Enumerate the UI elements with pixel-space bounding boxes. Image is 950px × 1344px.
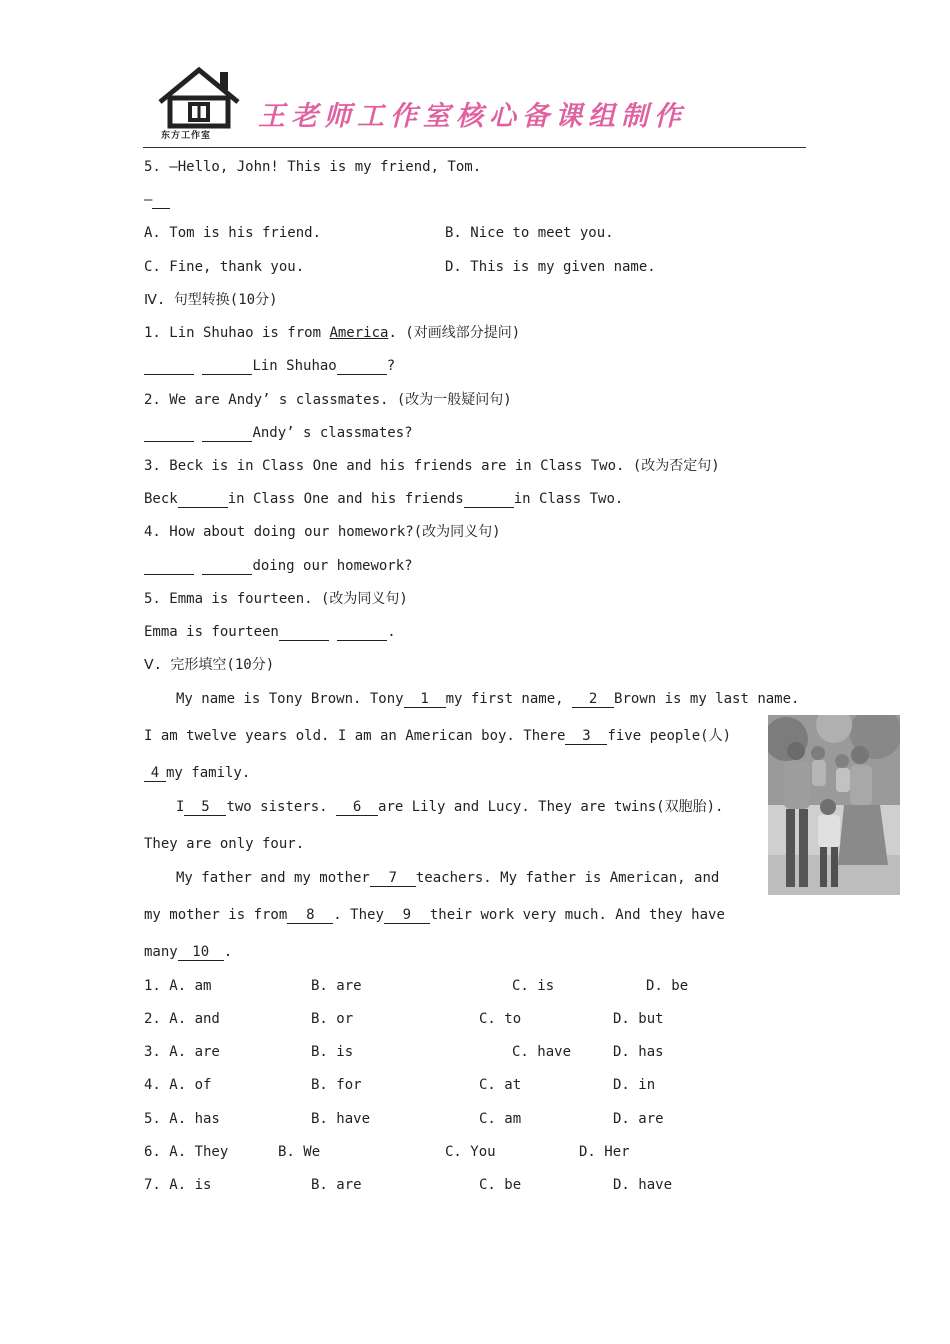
choice-option: 1. A. am [144,978,212,994]
s4-q4: 4. How about doing our homework?(改为同义句) [144,524,501,540]
choice-option: B. or [311,1011,354,1027]
s4-a5: Emma is fourteen . [144,624,396,640]
q5-stem: 5. —Hello, John! This is my friend, Tom. [144,159,482,175]
choice-option: D. but [613,1011,664,1027]
passage-line-7: my mother is from 8 . They 9 their work very much. And they have [144,907,725,923]
family-photo [768,715,900,895]
passage-line-3: 4 my family. [144,763,250,783]
choice-option: 4. A. of [144,1077,212,1093]
s4-q3: 3. Beck is in Class One and his friends are in Class Two. (改为否定句) [144,458,720,474]
choice-option: D. Her [579,1144,630,1160]
choice-option: 6. A. They [144,1144,229,1160]
passage-line-4: I 5 two sisters. 6 are Lily and Lucy. They are twins(双胞胎). [176,799,724,815]
passage-line-2: I am twelve years old. I am an American boy. There 3 five people(人) [144,728,732,744]
passage-line-6: My father and my mother 7 teachers. My father is American, and [176,870,720,886]
q5-option-a: A. Tom is his friend. [144,225,322,241]
q5-answer-line: — [144,190,170,210]
choice-option: C. to [479,1011,522,1027]
choice-option: D. are [613,1111,664,1127]
s4-q2: 2. We are Andy’ s classmates. (改为一般疑问句) [144,392,512,408]
choice-option: 5. A. has [144,1111,220,1127]
section-5-title: Ⅴ. 完形填空(10分) [144,657,275,673]
choice-option: D. has [613,1044,664,1060]
choice-option: C. be [479,1177,522,1193]
choice-option: B. for [311,1077,362,1093]
choice-option: B. is [311,1044,354,1060]
logo-caption: 东方工作室 [161,131,212,141]
choice-option: B. have [311,1111,371,1127]
section-4-title: Ⅳ. 句型转换(10分) [144,292,278,308]
underlined-word: America [329,325,389,341]
q5-option-d: D. This is my given name. [445,259,656,275]
choice-option: 2. A. and [144,1011,220,1027]
s4-q1: 1. Lin Shuhao is from America. (对画线部分提问) [144,325,521,341]
choice-option: D. in [613,1077,656,1093]
s4-a4: doing our homework? [144,556,413,576]
passage-line-8: many 10 . [144,944,233,960]
s4-q5: 5. Emma is fourteen. (改为同义句) [144,591,408,607]
passage-line-5: They are only four. [144,836,305,852]
choice-option: D. have [613,1177,673,1193]
choice-option: C. have [512,1044,572,1060]
choice-option: B. We [278,1144,321,1160]
choice-option: D. be [646,978,689,994]
choice-option: B. are [311,978,362,994]
s4-a1: Lin Shuhao ? [144,356,395,376]
choice-option: 7. A. is [144,1177,212,1193]
choice-option: B. are [311,1177,362,1193]
choice-option: C. You [445,1144,496,1160]
banner-title: 王老师工作室核心备课组制作 [258,101,687,132]
passage-line-1: My name is Tony Brown. Tony 1 my first name, 2 Brown is my last name. [176,691,800,707]
s4-a3: Beck in Class One and his friends in Class Two. [144,491,624,507]
choice-option: C. am [479,1111,522,1127]
s4-a2: Andy’ s classmates? [144,423,413,443]
q5-option-c: C. Fine, thank you. [144,259,305,275]
header-divider [143,147,806,148]
q5-option-b: B. Nice to meet you. [445,225,614,241]
choice-option: C. is [512,978,555,994]
choice-option: 3. A. are [144,1044,220,1060]
choice-option: C. at [479,1077,522,1093]
